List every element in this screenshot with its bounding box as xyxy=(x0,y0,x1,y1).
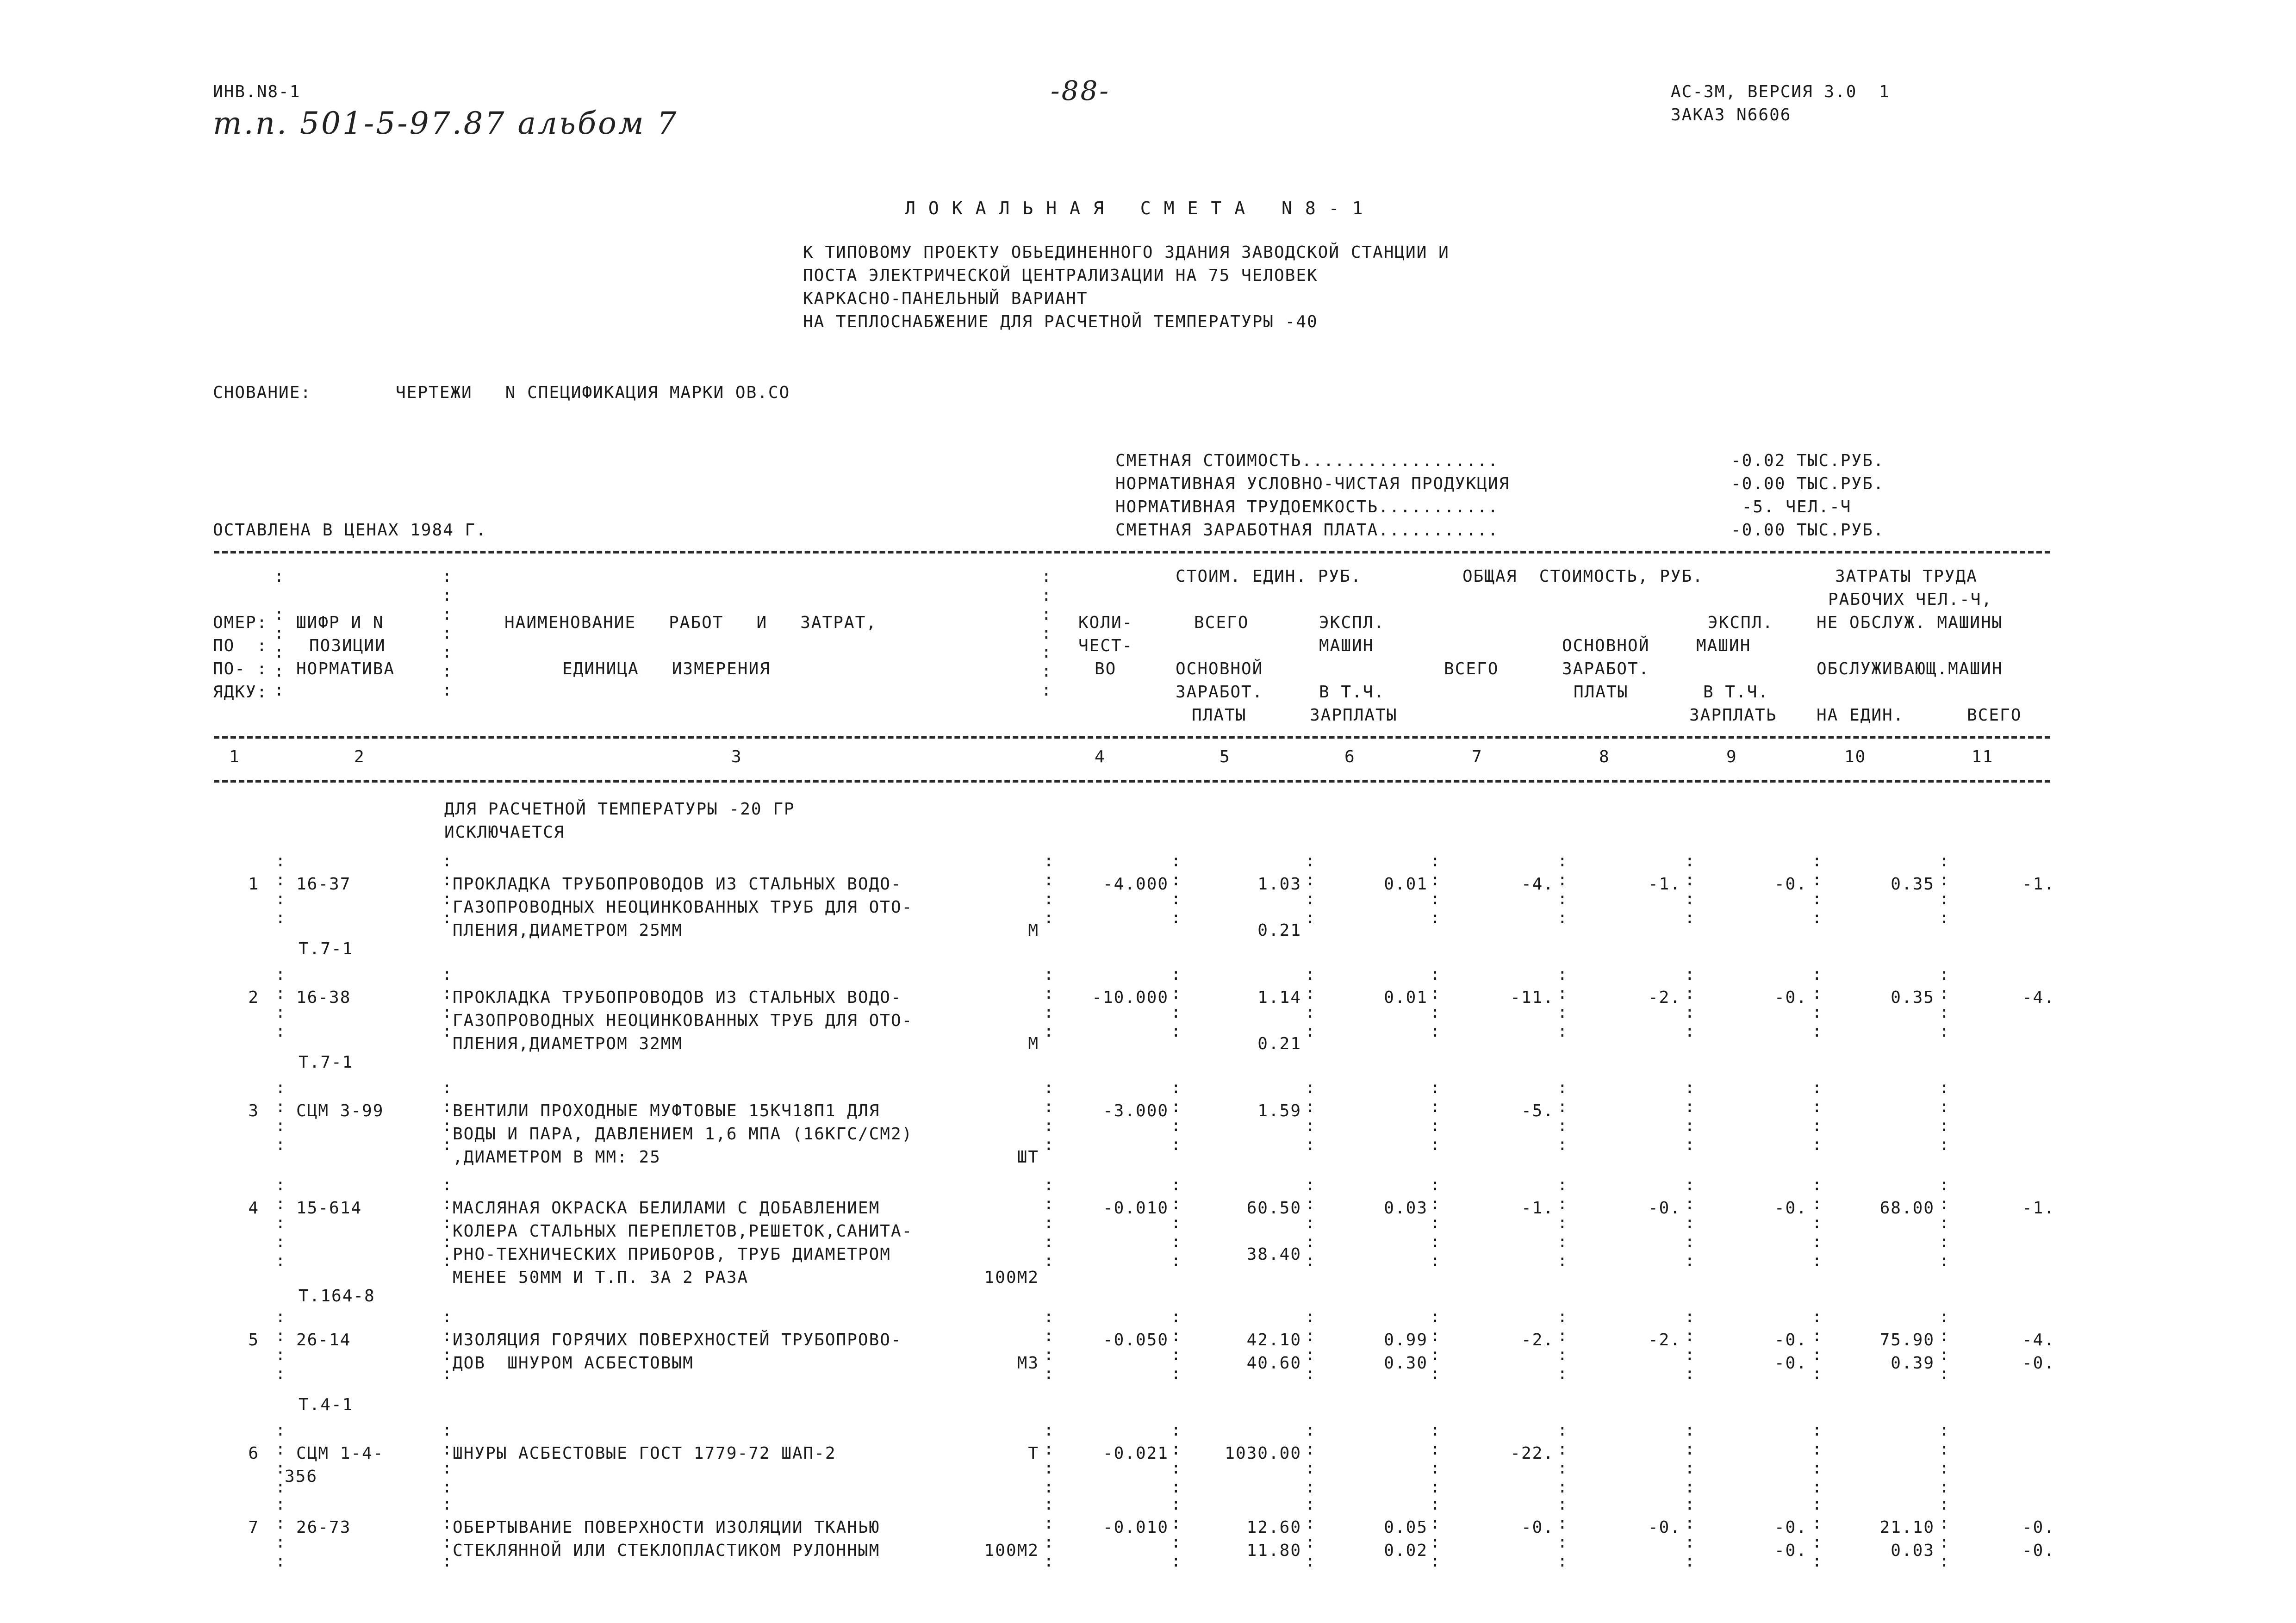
section-note: ДЛЯ РАСЧЕТНОЙ ТЕМПЕРАТУРЫ -20 ГР xyxy=(444,800,795,819)
document-title: ЛОКАЛЬНАЯ СМЕТА N8-1 xyxy=(905,198,1376,218)
row-code: 15-614 xyxy=(296,1199,362,1218)
separator: : : : : xyxy=(1557,965,1568,1041)
col-header-qty: ВО xyxy=(1095,659,1117,678)
separator: : : : : xyxy=(1305,1421,1315,1497)
separator: : : : : xyxy=(1812,1421,1822,1497)
row-number: 3 xyxy=(248,1101,259,1120)
col-header-c5: ЗАРАБОТ. xyxy=(1176,683,1263,702)
col-header-c5: ПЛАТЫ xyxy=(1192,706,1247,725)
row-total-machine: -0. xyxy=(1774,1199,1807,1218)
row-unit-total: 1.03 xyxy=(1257,875,1301,894)
separator: : : : : xyxy=(1044,1421,1054,1497)
column-number: 11 xyxy=(1972,747,1994,766)
col-header-c5: ВСЕГО xyxy=(1194,613,1249,632)
separator: : : : : xyxy=(1939,1421,1949,1497)
row-unit-machine: 0.05 xyxy=(1384,1518,1428,1537)
separator: : : : : xyxy=(1939,1078,1949,1154)
col-header-unit: ЕДИНИЦА ИЗМЕРЕНИЯ xyxy=(562,659,771,678)
subtitle-line: ПОСТА ЭЛЕКТРИЧЕСКОЙ ЦЕНТРАЛИЗАЦИИ НА 75 ЧЕЛОВЕК xyxy=(803,266,1318,285)
col-header-c5: ОСНОВНОЙ xyxy=(1176,659,1263,678)
col-header-c6: ЭКСПЛ. xyxy=(1319,613,1385,632)
col-header-number: ОМЕР: xyxy=(213,613,268,632)
header-top-rule xyxy=(214,551,2050,553)
separator: : : : : : xyxy=(1685,1175,1695,1270)
row-description: ПРОКЛАДКА ТРУБОПРОВОДОВ ИЗ СТАЛЬНЫХ ВОДО- xyxy=(453,988,902,1007)
row-unit-total: 12.60 xyxy=(1246,1518,1301,1537)
row-description: КОЛЕРА СТАЛЬНЫХ ПЕРЕПЛЕТОВ,РЕШЕТОК,САНИТА- xyxy=(453,1222,913,1241)
separator: : : : : xyxy=(1685,852,1695,927)
row-description: ГАЗОПРОВОДНЫХ НЕОЦИНКОВАННЫХ ТРУБ ДЛЯ ОТО- xyxy=(453,898,913,917)
summary-value: -5. ЧЕЛ.-Ч xyxy=(1731,497,1852,516)
row-unit: М3 xyxy=(1017,1354,1039,1373)
separator: : : : : : xyxy=(275,1175,286,1270)
separator: : : : : xyxy=(1685,1421,1695,1497)
summary-value: -0.00 ТЫС.РУБ. xyxy=(1731,474,1885,493)
header-bottom-rule xyxy=(214,780,2050,783)
row-code: СЦМ 1-4- xyxy=(296,1444,384,1463)
row-total-wage: -1. xyxy=(1648,875,1681,894)
row-total: -22. xyxy=(1510,1444,1554,1463)
project-handwritten-note: т.п. 501-5-97.87 альбом 7 xyxy=(213,106,678,141)
col-header-c6: МАШИН xyxy=(1319,636,1374,655)
col-header-unit-cost: СТОИМ. ЕДИН. РУБ. xyxy=(1176,567,1362,586)
row-description: ШНУРЫ АСБЕСТОВЫЕ ГОСТ 1779-72 ШАП-2 xyxy=(453,1444,836,1463)
separator: : : : : xyxy=(275,852,286,927)
summary-label: СМЕТНАЯ ЗАРАБОТНАЯ ПЛАТА........... xyxy=(1115,521,1499,540)
separator: : : : : : xyxy=(1044,1175,1054,1270)
separator: : : : : xyxy=(1171,852,1181,927)
col-header-c9: ЭКСПЛ. xyxy=(1708,613,1774,632)
separator: : : : : xyxy=(1939,1307,1949,1383)
separator: : : : : xyxy=(1430,1078,1440,1154)
separator: : : : : : xyxy=(1305,1175,1315,1270)
row-labor-unit: 68.00 xyxy=(1879,1199,1935,1218)
col-header-c10: НЕ ОБСЛУЖ. МАШИНЫ xyxy=(1817,613,2003,632)
separator: : : : : xyxy=(1685,1078,1695,1154)
col-header-c9: ЗАРПЛАТЬ xyxy=(1689,706,1777,725)
row-total-machine-wage: -0. xyxy=(1774,1541,1807,1560)
subtitle-line: КАРКАСНО-ПАНЕЛЬНЫЙ ВАРИАНТ xyxy=(803,289,1088,308)
section-note: ИСКЛЮЧАЕТСЯ xyxy=(444,823,565,842)
row-quantity: -3.000 xyxy=(1102,1101,1169,1120)
separator: : : : : xyxy=(275,965,286,1041)
separator: : : : : xyxy=(1171,1307,1181,1383)
column-number: 8 xyxy=(1599,747,1610,766)
col-header-c8: ЗАРАБОТ. xyxy=(1562,659,1650,678)
row-total: -0. xyxy=(1521,1518,1554,1537)
row-number: 7 xyxy=(248,1518,259,1537)
row-unit-total: 42.10 xyxy=(1246,1331,1301,1349)
col-header-qty: КОЛИ- xyxy=(1078,613,1133,632)
row-code: 26-14 xyxy=(296,1331,351,1349)
summary-value: -0.02 ТЫС.РУБ. xyxy=(1731,451,1885,470)
separator: : : : : : xyxy=(1557,1175,1568,1270)
row-unit-machine: 0.03 xyxy=(1384,1199,1428,1218)
row-labor-total: -4. xyxy=(2022,1331,2055,1349)
row-quantity: -0.050 xyxy=(1102,1331,1169,1349)
separator: : : : : xyxy=(1430,1421,1440,1497)
row-labor-total-machine: -0. xyxy=(2022,1354,2055,1373)
col-header-qty: ЧЕСТ- xyxy=(1078,636,1133,655)
row-quantity: -0.010 xyxy=(1102,1518,1169,1537)
separator: : : : : xyxy=(1044,1307,1054,1383)
separator: : : : : xyxy=(1430,965,1440,1041)
row-unit: Т xyxy=(1028,1444,1039,1463)
row-unit: М xyxy=(1028,1034,1039,1053)
column-number: 6 xyxy=(1344,747,1356,766)
row-total-machine: -0. xyxy=(1774,1331,1807,1349)
row-labor-unit: 0.35 xyxy=(1891,875,1935,894)
separator: : : : : xyxy=(1044,1078,1054,1154)
col-header-code: НОРМАТИВА xyxy=(296,659,395,678)
row-unit-total: 60.50 xyxy=(1246,1199,1301,1218)
row-labor-unit: 21.10 xyxy=(1879,1518,1935,1537)
row-total-machine: -0. xyxy=(1774,1518,1807,1537)
row-description: ПРОКЛАДКА ТРУБОПРОВОДОВ ИЗ СТАЛЬНЫХ ВОДО- xyxy=(453,875,902,894)
separator: : : : : xyxy=(1685,1495,1695,1571)
col-header-code: ШИФР И N xyxy=(296,613,384,632)
separator: : : : : : xyxy=(1171,1175,1181,1270)
row-description: ОБЕРТЫВАНИЕ ПОВЕРХНОСТИ ИЗОЛЯЦИИ ТКАНЬЮ xyxy=(453,1518,880,1537)
col-header-c9: В Т.Ч. xyxy=(1703,683,1769,702)
row-unit-machine: 0.01 xyxy=(1384,875,1428,894)
row-description: ПЛЕНИЯ,ДИАМЕТРОМ 32ММ xyxy=(453,1034,683,1053)
separator: : : : : xyxy=(1430,1495,1440,1571)
row-unit-machine-wage: 0.30 xyxy=(1384,1354,1428,1373)
row-unit-machine: 0.01 xyxy=(1384,988,1428,1007)
separator: : : : : xyxy=(1171,965,1181,1041)
col-header-c10: НА ЕДИН. xyxy=(1817,706,1904,725)
col-header-number: ПО- : xyxy=(213,659,268,678)
summary-label: НОРМАТИВНАЯ УСЛОВНО-ЧИСТАЯ ПРОДУКЦИЯ xyxy=(1115,474,1510,493)
row-description: ВОДЫ И ПАРА, ДАВЛЕНИЕМ 1,6 МПА (16КГС/СМ2) xyxy=(453,1125,913,1144)
row-description: ВЕНТИЛИ ПРОХОДНЫЕ МУФТОВЫЕ 15КЧ18П1 ДЛЯ xyxy=(453,1101,880,1120)
row-unit-wage: 40.60 xyxy=(1246,1354,1301,1373)
row-total-machine: -0. xyxy=(1774,988,1807,1007)
column-number: 1 xyxy=(229,747,240,766)
row-total-wage: -0. xyxy=(1648,1518,1681,1537)
row-unit: 100М2 xyxy=(984,1541,1039,1560)
separator: : : : : xyxy=(1305,1495,1315,1571)
row-unit-total: 1030.00 xyxy=(1225,1444,1301,1463)
row-description: МАСЛЯНАЯ ОКРАСКА БЕЛИЛАМИ С ДОБАВЛЕНИЕМ xyxy=(453,1199,880,1218)
row-labor-total: -4. xyxy=(2022,988,2055,1007)
row-unit-wage: 11.80 xyxy=(1246,1541,1301,1560)
row-code-cont: 356 xyxy=(285,1467,318,1486)
row-total: -2. xyxy=(1521,1331,1554,1349)
summary-label: НОРМАТИВНАЯ ТРУДОЕМКОСТЬ........... xyxy=(1115,497,1499,516)
column-number: 3 xyxy=(731,747,742,766)
separator: : : : : xyxy=(1557,1495,1568,1571)
col-header-code: ПОЗИЦИИ xyxy=(309,636,386,655)
row-unit: ШТ xyxy=(1017,1148,1039,1167)
separator: : : : : xyxy=(1812,1307,1822,1383)
row-reference: Т.4-1 xyxy=(299,1395,354,1414)
row-total: -11. xyxy=(1510,988,1554,1007)
separator: : : : : xyxy=(1557,1078,1568,1154)
row-total-wage: -2. xyxy=(1648,1331,1681,1349)
separator: : : : : xyxy=(1171,1495,1181,1571)
col-header-labor: РАБОЧИХ ЧЕЛ.-Ч, xyxy=(1828,590,1993,609)
row-labor-total-machine: -0. xyxy=(2022,1541,2055,1560)
separator: : : : : xyxy=(1044,965,1054,1041)
column-number: 2 xyxy=(354,747,365,766)
separator: : : : : xyxy=(1557,852,1568,927)
row-total-wage: -2. xyxy=(1648,988,1681,1007)
summary-value: -0.00 ТЫС.РУБ. xyxy=(1731,521,1885,540)
separator: : : : : xyxy=(1305,965,1315,1041)
row-unit-total: 1.59 xyxy=(1257,1101,1301,1120)
col-header-c8: ПЛАТЫ xyxy=(1574,683,1629,702)
separator: : : : : xyxy=(442,852,452,927)
col-header-c6: ЗАРПЛАТЫ xyxy=(1310,706,1398,725)
row-unit: М xyxy=(1028,921,1039,940)
separator: : : : : xyxy=(275,1078,286,1154)
separator: : : : : : : xyxy=(274,567,284,700)
row-number: 1 xyxy=(248,875,259,894)
col-header-total-cost: ОБЩАЯ СТОИМОСТЬ, РУБ. xyxy=(1462,567,1704,586)
summary-label: СМЕТНАЯ СТОИМОСТЬ.................. xyxy=(1115,451,1499,470)
separator: : : : : xyxy=(275,1495,286,1571)
row-unit-machine-wage: 0.02 xyxy=(1384,1541,1428,1560)
inventory-number: ИНВ.N8-1 xyxy=(213,82,301,101)
separator: : : : : : xyxy=(1430,1175,1440,1270)
row-total: -4. xyxy=(1521,875,1554,894)
column-number: 5 xyxy=(1220,747,1231,766)
col-header-labor: ЗАТРАТЫ ТРУДА xyxy=(1835,567,1978,586)
order-number: ЗАКАЗ N6606 xyxy=(1671,106,1792,124)
column-number: 7 xyxy=(1472,747,1483,766)
row-number: 6 xyxy=(248,1444,259,1463)
row-labor-total: -0. xyxy=(2022,1518,2055,1537)
row-total-wage: -0. xyxy=(1648,1199,1681,1218)
row-labor-unit: 0.35 xyxy=(1891,988,1935,1007)
subtitle-line: НА ТЕПЛОСНАБЖЕНИЕ ДЛЯ РАСЧЕТНОЙ ТЕМПЕРАТУРЫ -40 xyxy=(803,312,1318,331)
separator: : : : : xyxy=(442,965,452,1041)
row-description: ДОВ ШНУРОМ АСБЕСТОВЫМ xyxy=(453,1354,694,1373)
subtitle-line: К ТИПОВОМУ ПРОЕКТУ ОБЬЕДИНЕННОГО ЗДАНИЯ ЗАВОДСКОЙ СТАНЦИИ И xyxy=(803,243,1450,262)
row-code: 16-37 xyxy=(296,875,351,894)
header-mid-rule xyxy=(214,736,2050,739)
row-unit-wage: 38.40 xyxy=(1246,1245,1301,1264)
separator: : : : : xyxy=(1044,852,1054,927)
row-quantity: -10.000 xyxy=(1092,988,1169,1007)
col-header-c11: ВСЕГО xyxy=(1967,706,2022,725)
column-number: 9 xyxy=(1726,747,1737,766)
basis-label: СНОВАНИЕ: xyxy=(213,383,312,402)
separator: : : : : : xyxy=(1812,1175,1822,1270)
separator: : : : : xyxy=(1685,965,1695,1041)
col-header-c9: МАШИН xyxy=(1696,636,1751,655)
row-total: -1. xyxy=(1521,1199,1554,1218)
prices-note: ОСТАВЛЕНА В ЦЕНАХ 1984 Г. xyxy=(213,521,487,540)
separator: : : : : xyxy=(1430,1307,1440,1383)
separator: : : : : xyxy=(1305,1307,1315,1383)
separator: : : : : xyxy=(1557,1421,1568,1497)
row-description: ,ДИАМЕТРОМ В ММ: 25 xyxy=(453,1148,661,1167)
row-quantity: -0.010 xyxy=(1102,1199,1169,1218)
separator: : : : : xyxy=(1044,1495,1054,1571)
row-labor-unit-machine: 0.39 xyxy=(1891,1354,1935,1373)
column-number: 10 xyxy=(1844,747,1867,766)
row-total: -5. xyxy=(1521,1101,1554,1120)
row-labor-total: -1. xyxy=(2022,875,2055,894)
col-header-number: ЯДКУ: xyxy=(213,683,268,702)
col-header-c6: В Т.Ч. xyxy=(1319,683,1385,702)
row-description: ПЛЕНИЯ,ДИАМЕТРОМ 25ММ xyxy=(453,921,683,940)
row-description: СТЕКЛЯННОЙ ИЛИ СТЕКЛОПЛАСТИКОМ РУЛОННЫМ xyxy=(453,1541,880,1560)
separator: : : : : xyxy=(442,1421,452,1497)
page-number: -88- xyxy=(1051,75,1110,106)
separator: : : : : xyxy=(1305,852,1315,927)
separator: : : : : : xyxy=(442,1175,452,1270)
separator: : : : : xyxy=(1685,1307,1695,1383)
row-description: МЕНЕЕ 50ММ И Т.П. ЗА 2 РАЗА xyxy=(453,1268,749,1287)
row-reference: Т.164-8 xyxy=(299,1287,375,1306)
row-unit-wage: 0.21 xyxy=(1257,921,1301,940)
separator: : : : : xyxy=(1939,965,1949,1041)
column-number: 4 xyxy=(1095,747,1106,766)
separator: : : : : xyxy=(442,1307,452,1383)
separator: : : : : xyxy=(1812,1495,1822,1571)
row-reference: Т.7-1 xyxy=(299,939,354,958)
separator: : : : : xyxy=(442,1078,452,1154)
row-labor-total: -1. xyxy=(2022,1199,2055,1218)
separator: : : : : : : : xyxy=(442,567,452,700)
separator: : : : : xyxy=(1939,1495,1949,1571)
row-labor-unit: 75.90 xyxy=(1879,1331,1935,1349)
separator: : : : : xyxy=(1171,1421,1181,1497)
separator: : : : : xyxy=(1171,1078,1181,1154)
row-unit: 100М2 xyxy=(984,1268,1039,1287)
col-header-c10: ОБСЛУЖИВАЮЩ.МАШИН xyxy=(1817,659,2003,678)
separator: : : : : : : : xyxy=(1041,567,1052,700)
col-header-number: ПО : xyxy=(213,636,268,655)
system-version: АС-3М, ВЕРСИЯ 3.0 1 xyxy=(1671,82,1890,101)
row-reference: Т.7-1 xyxy=(299,1053,354,1072)
separator: : : : : xyxy=(1939,852,1949,927)
col-header-c7: ВСЕГО xyxy=(1444,659,1499,678)
separator: : : : : xyxy=(275,1421,286,1497)
separator: : : : : xyxy=(1430,852,1440,927)
row-unit-total: 1.14 xyxy=(1257,988,1301,1007)
col-header-c8: ОСНОВНОЙ xyxy=(1562,636,1650,655)
basis-value: ЧЕРТЕЖИ N СПЕЦИФИКАЦИЯ МАРКИ ОВ.СО xyxy=(396,383,790,402)
separator: : : : : : xyxy=(1939,1175,1949,1270)
separator: : : : : xyxy=(1812,852,1822,927)
row-number: 4 xyxy=(248,1199,259,1218)
row-description: ИЗОЛЯЦИЯ ГОРЯЧИХ ПОВЕРХНОСТЕЙ ТРУБОПРОВО- xyxy=(453,1331,902,1349)
row-quantity: -4.000 xyxy=(1102,875,1169,894)
row-code: 16-38 xyxy=(296,988,351,1007)
row-labor-unit-machine: 0.03 xyxy=(1891,1541,1935,1560)
row-description: ГАЗОПРОВОДНЫХ НЕОЦИНКОВАННЫХ ТРУБ ДЛЯ ОТО- xyxy=(453,1011,913,1030)
separator: : : : : xyxy=(275,1307,286,1383)
row-number: 2 xyxy=(248,988,259,1007)
row-description: РНО-ТЕХНИЧЕСКИХ ПРИБОРОВ, ТРУБ ДИАМЕТРОМ xyxy=(453,1245,891,1264)
separator: : : : : xyxy=(1812,1078,1822,1154)
col-header-name: НАИМЕНОВАНИЕ РАБОТ И ЗАТРАТ, xyxy=(504,613,877,632)
row-unit-wage: 0.21 xyxy=(1257,1034,1301,1053)
row-total-machine: -0. xyxy=(1774,875,1807,894)
row-code: СЦМ 3-99 xyxy=(296,1101,384,1120)
row-number: 5 xyxy=(248,1331,259,1349)
row-quantity: -0.021 xyxy=(1102,1444,1169,1463)
separator: : : : : xyxy=(1557,1307,1568,1383)
row-total-machine-wage: -0. xyxy=(1774,1354,1807,1373)
separator: : : : : xyxy=(1812,965,1822,1041)
separator: : : : : xyxy=(442,1495,452,1571)
row-unit-machine: 0.99 xyxy=(1384,1331,1428,1349)
row-code: 26-73 xyxy=(296,1518,351,1537)
separator: : : : : xyxy=(1305,1078,1315,1154)
